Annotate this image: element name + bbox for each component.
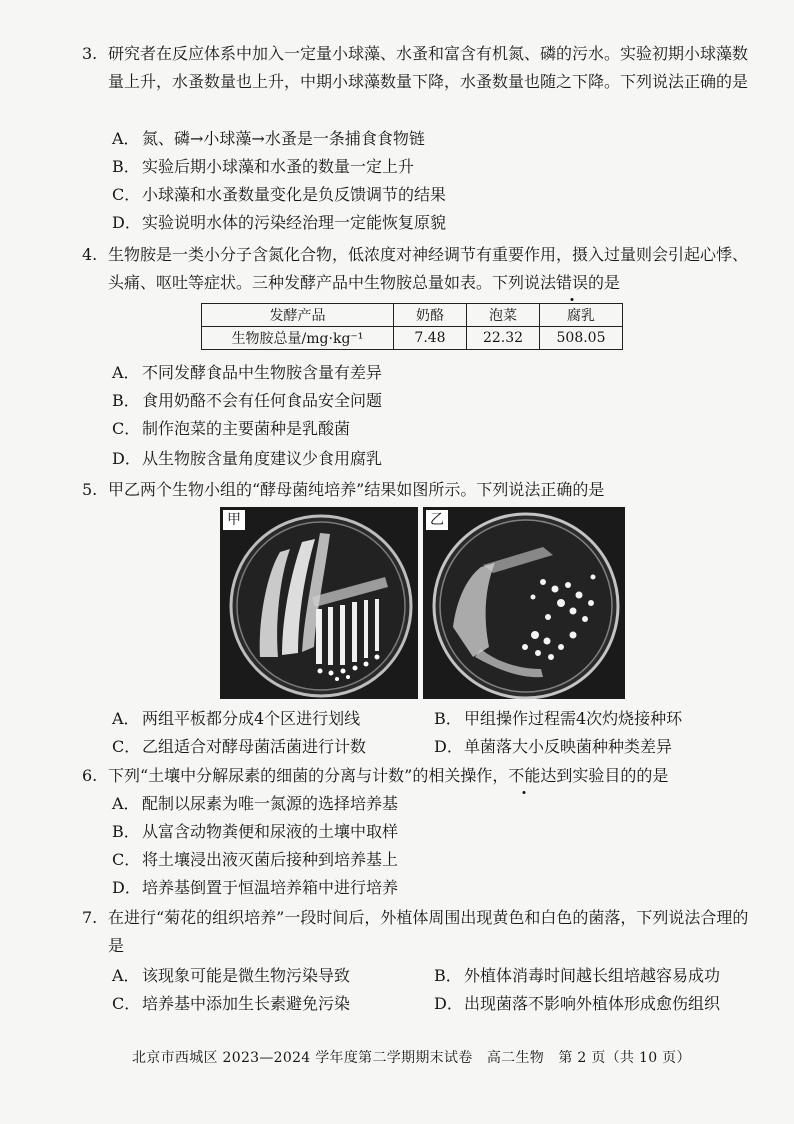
question-number: 7. — [82, 908, 98, 927]
option-a: A． 配制以尿素为唯一氮源的选择培养基 — [112, 794, 399, 813]
question-number: 4. — [82, 245, 98, 264]
question-3 — [82, 40, 762, 96]
option-text: 两组平板都分成4个区进行划线 — [142, 709, 361, 728]
emphasis-text: 不能 — [508, 762, 540, 790]
table-header-cell: 发酵产品 — [202, 304, 394, 327]
biogenic-amine-table — [201, 303, 623, 350]
option-text: 单菌落大小反映菌种种类差异 — [464, 737, 673, 756]
option-c: C． 乙组适合对酵母菌活菌进行计数 — [112, 737, 367, 756]
option-c: C． 制作泡菜的主要菌种是乳酸菌 — [112, 419, 351, 438]
option-d: D．培养基倒置于恒温培养箱中进行培养 — [112, 878, 399, 897]
question-number: 6. — [82, 766, 98, 785]
question-6 — [82, 762, 762, 790]
emphasis-text: 错误 — [556, 269, 588, 297]
petri-dish-photo-right — [423, 507, 625, 699]
table-cell: 7.48 — [394, 327, 467, 350]
option-text: 从富含动物粪便和尿液的土壤中取样 — [142, 822, 399, 841]
petri-dish-photo-left — [220, 507, 418, 699]
option-text: 实验后期小球藻和水蚤的数量一定上升 — [142, 157, 415, 176]
option-text: 乙组适合对酵母菌活菌进行计数 — [142, 737, 367, 756]
page-footer: 北京市西城区 2023—2024 学年度第二学期期末试卷 高二生物 第 2 页（共 10 页） — [132, 1050, 691, 1066]
question-4 — [82, 241, 762, 297]
option-text: 出现菌落不影响外植体形成愈伤组织 — [464, 994, 721, 1013]
option-a: A． 氮、磷→小球藻→水蚤是一条捕食食物链 — [112, 129, 425, 148]
plate-label: 甲 — [223, 510, 245, 530]
question-stem: 下列“土壤中分解尿素的细菌的分离与计数”的相关操作，不能达到实验目的的是 — [108, 762, 762, 790]
table-row-label: 生物胺总量/mg·kg⁻¹ — [202, 327, 394, 350]
option-a: A． 不同发酵食品中生物胺含量有差异 — [112, 363, 383, 382]
table-header-cell: 泡菜 — [467, 304, 540, 327]
table-header-cell: 奶酪 — [394, 304, 467, 327]
option-b: B． 外植体消毒时间越长组培越容易成功 — [434, 966, 721, 985]
option-c: C． 将土壤浸出液灭菌后接种到培养基上 — [112, 850, 399, 869]
option-text: 从生物胺含量角度建议少食用腐乳 — [142, 449, 383, 468]
option-d: D．单菌落大小反映菌种种类差异 — [434, 737, 673, 756]
table-row — [202, 327, 623, 350]
option-c: C． 培养基中添加生长素避免污染 — [112, 994, 351, 1013]
option-text: 食用奶酪不会有任何食品安全问题 — [142, 391, 383, 410]
option-text: 实验说明水体的污染经治理一定能恢复原貌 — [142, 213, 447, 232]
option-b: B． 食用奶酪不会有任何食品安全问题 — [112, 391, 383, 410]
option-a: A． 该现象可能是微生物污染导致 — [112, 966, 351, 985]
plate-label: 乙 — [426, 510, 448, 530]
option-text: 制作泡菜的主要菌种是乳酸菌 — [142, 419, 351, 438]
option-d: D．出现菌落不影响外植体形成愈伤组织 — [434, 994, 721, 1013]
option-text: 外植体消毒时间越长组培越容易成功 — [464, 966, 721, 985]
question-number: 5. — [82, 480, 98, 499]
question-stem: 研究者在反应体系中加入一定量小球藻、水蚤和富含有机氮、磷的污水。实验初期小球藻数量上升，水蚤数量也上升，中期小球藻数量下降，水蚤数量也随之下降。下列说法正确的是 — [108, 44, 749, 91]
option-b: B． 甲组操作过程需4次灼烧接种环 — [434, 709, 683, 728]
option-d: D．实验说明水体的污染经治理一定能恢复原貌 — [112, 213, 447, 232]
option-b: B． 实验后期小球藻和水蚤的数量一定上升 — [112, 157, 415, 176]
option-text: 配制以尿素为唯一氮源的选择培养基 — [142, 794, 399, 813]
question-stem: 在进行“菊花的组织培养”一段时间后，外植体周围出现黄色和白色的菌落，下列说法合理的是 — [108, 908, 749, 955]
option-text: 培养基中添加生长素避免污染 — [142, 994, 351, 1013]
option-b: B． 从富含动物粪便和尿液的土壤中取样 — [112, 822, 399, 841]
option-c: C． 小球藻和水蚤数量变化是负反馈调节的结果 — [112, 185, 447, 204]
option-text: 小球藻和水蚤数量变化是负反馈调节的结果 — [142, 185, 447, 204]
option-text: 该现象可能是微生物污染导致 — [142, 966, 351, 985]
question-stem: 甲乙两个生物小组的“酵母菌纯培养”结果如图所示。下列说法正确的是 — [108, 480, 605, 499]
table-cell: 508.05 — [540, 327, 623, 350]
streak-plate-image — [220, 507, 418, 699]
option-a: A． 两组平板都分成4个区进行划线 — [112, 709, 361, 728]
spread-plate-image — [423, 507, 625, 699]
option-text: 培养基倒置于恒温培养箱中进行培养 — [142, 878, 399, 897]
question-stem: 生物胺是一类小分子含氮化合物，低浓度对神经调节有重要作用，摄入过量则会引起心悸、头痛、呕吐等症状。三种发酵产品中生物胺总量如表。下列说法错误的是 — [108, 241, 762, 297]
table-cell: 22.32 — [467, 327, 540, 350]
option-text: 甲组操作过程需4次灼烧接种环 — [464, 709, 683, 728]
option-text: 不同发酵食品中生物胺含量有差异 — [142, 363, 383, 382]
question-5 — [82, 476, 762, 504]
question-7 — [82, 904, 762, 960]
option-text: 将土壤浸出液灭菌后接种到培养基上 — [142, 850, 399, 869]
option-text: 氮、磷→小球藻→水蚤是一条捕食食物链 — [142, 129, 425, 148]
question-number: 3. — [82, 44, 98, 63]
table-header-row — [202, 304, 623, 327]
table-header-cell: 腐乳 — [540, 304, 623, 327]
option-d: D．从生物胺含量角度建议少食用腐乳 — [112, 449, 383, 468]
